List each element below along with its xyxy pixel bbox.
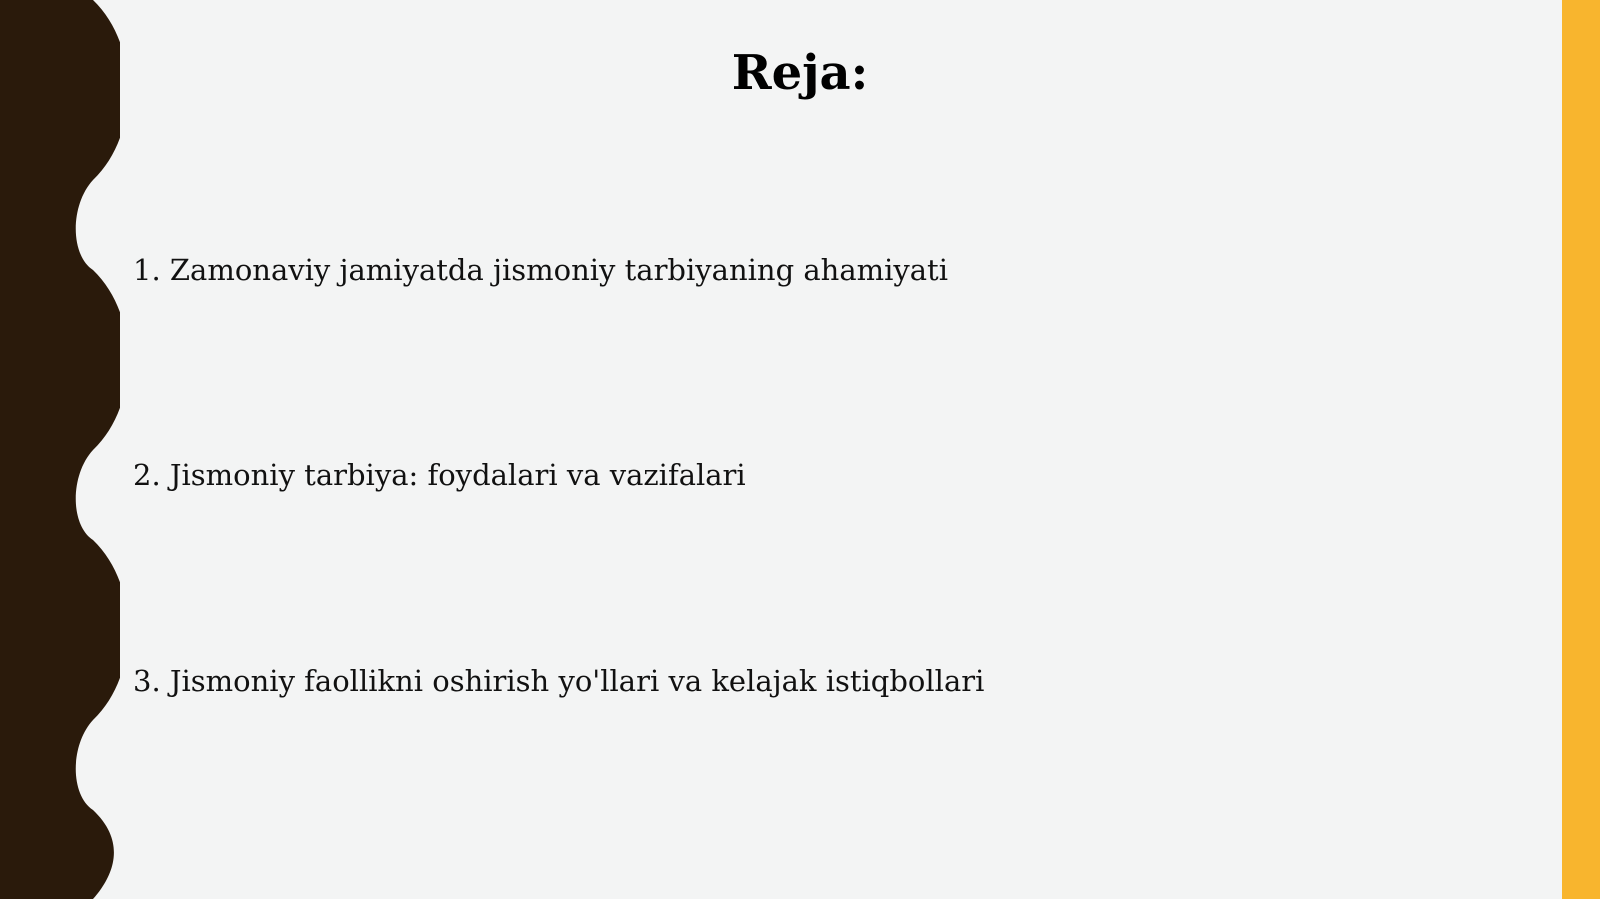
right-accent-bar (1562, 0, 1600, 899)
left-wave-decoration (0, 0, 120, 899)
agenda-item-2: 2. Jismoniy tarbiya: foydalari va vazifalari (133, 458, 746, 492)
agenda-item-3: 3. Jismoniy faollikni oshirish yo'llari va kelajak istiqbollari (133, 664, 985, 698)
agenda-item-1: 1. Zamonaviy jamiyatda jismoniy tarbiyaning ahamiyati (133, 253, 948, 287)
slide-title: Reja: (731, 45, 869, 101)
